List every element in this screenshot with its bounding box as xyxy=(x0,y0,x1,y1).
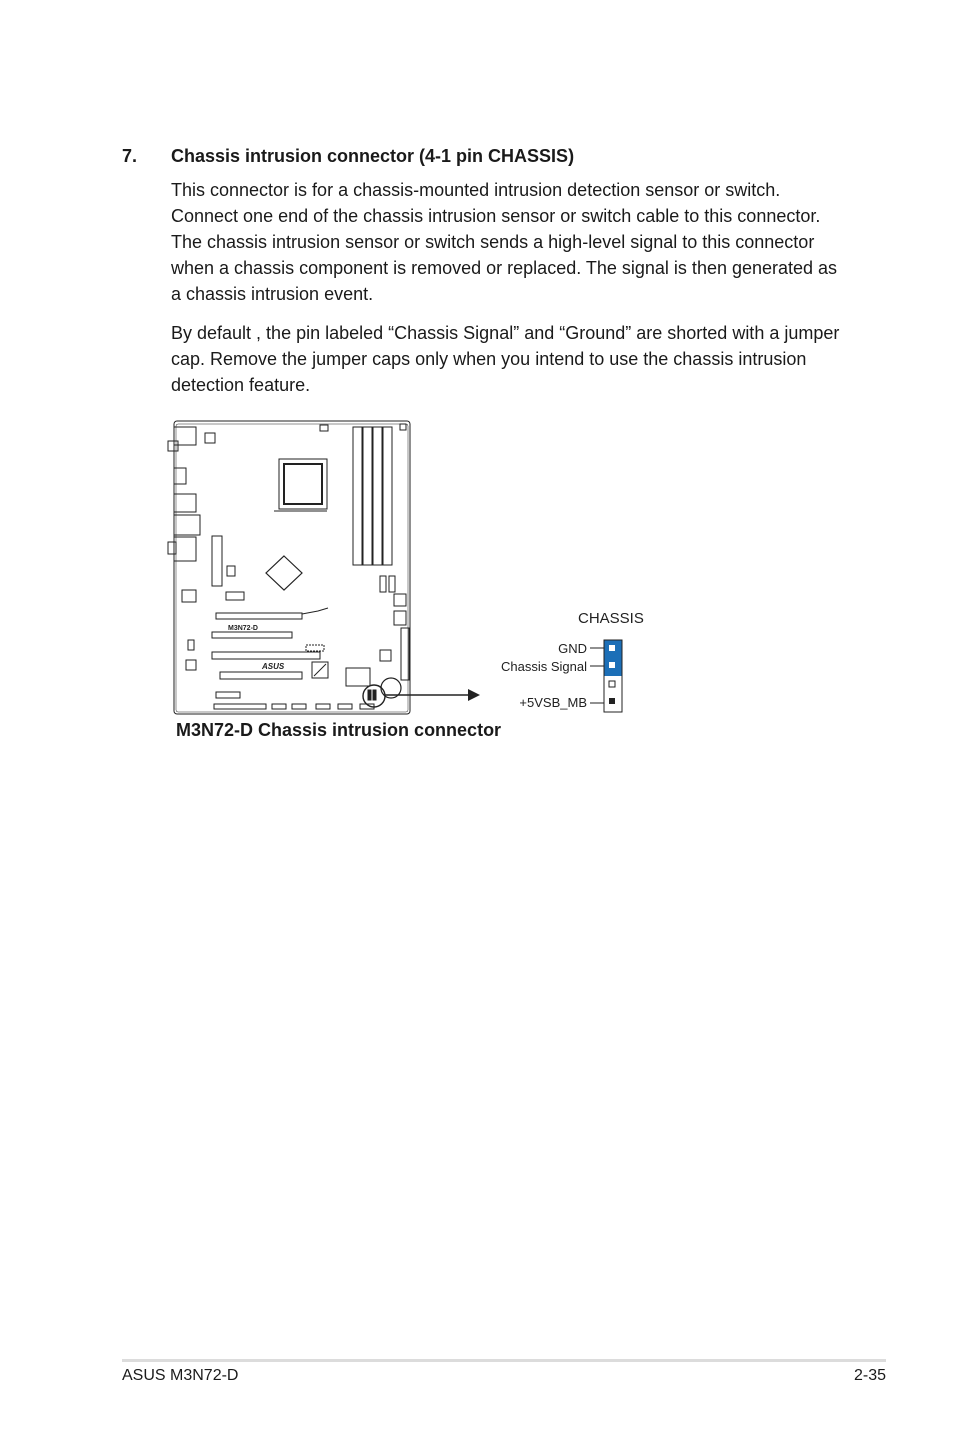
page-number: 2-35 xyxy=(853,1367,886,1384)
motherboard-outline xyxy=(168,421,410,714)
pin-label-gnd: GND xyxy=(558,641,587,656)
pin-label-5vsb: +5VSB_MB xyxy=(519,695,587,710)
description-paragraph: This connector is for a chassis-mounted intrusion detection sensor or switch. Connect one end of the chassis intrusion sensor or switch cable to this connector. The chassis intrusion sensor or switch sends a high-level signal to this connector when a chassis component is removed or replaced. The signal is then generated as a chassis intrusion event. xyxy=(171,180,838,304)
pin-chassis-signal xyxy=(609,662,615,668)
brand-logo: ASUS xyxy=(262,662,285,671)
section-number: 7. xyxy=(122,146,138,166)
section-title: Chassis intrusion connector (4-1 pin CHASSIS) xyxy=(171,146,575,166)
pin-5vsb xyxy=(609,698,615,704)
figure-caption: M3N72-D Chassis intrusion connector xyxy=(176,720,502,740)
chassis-connector-figure xyxy=(160,415,680,745)
chassis-connector-pins xyxy=(590,640,622,712)
default-setting-paragraph: By default , the pin labeled “Chassis Signal” and “Ground” are shorted with a jumper cap. Remove the jumper caps only when you intend to use the chassis intrusion detection feature. xyxy=(171,323,840,395)
footer-manual-title: ASUS M3N72-D xyxy=(122,1367,239,1384)
board-model-label: M3N72-D xyxy=(228,625,258,632)
pointer-arrow xyxy=(385,689,480,701)
footer-divider xyxy=(122,1359,886,1362)
pin-gnd xyxy=(609,645,615,651)
pin-label-chassis-signal: Chassis Signal xyxy=(501,659,587,674)
connector-title: CHASSIS xyxy=(578,610,644,627)
